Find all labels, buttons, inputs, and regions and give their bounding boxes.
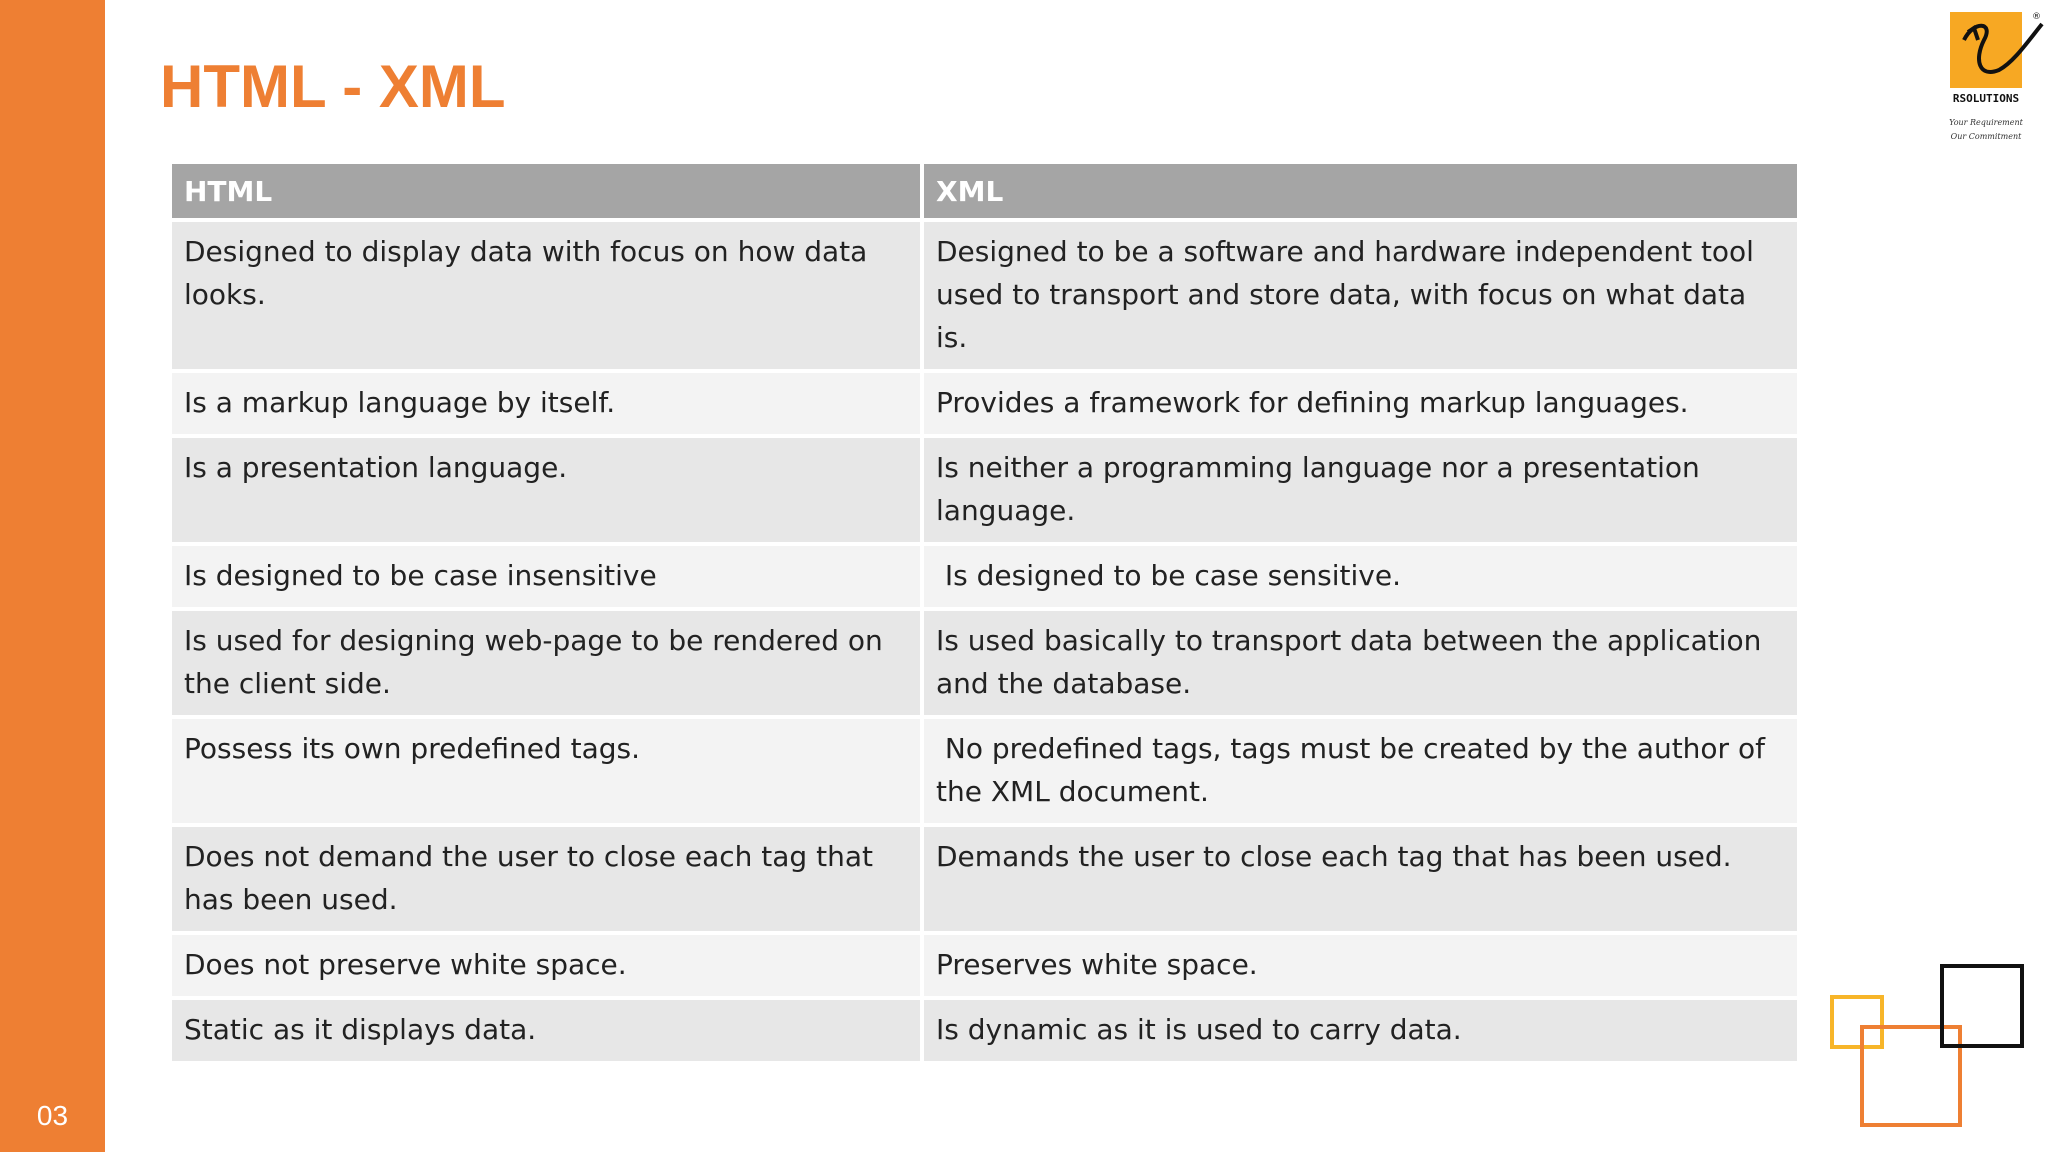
cell-xml: Is designed to be case sensitive. — [924, 546, 1797, 611]
table-row — [172, 546, 1797, 611]
slide-number: 03 — [36, 1100, 69, 1131]
cell-html: Designed to display data with focus on how data looks. — [172, 222, 924, 373]
cell-xml: Provides a framework for defining markup languages. — [924, 373, 1797, 438]
table-row — [172, 373, 1797, 438]
cell-xml: Is dynamic as it is used to carry data. — [924, 1000, 1797, 1065]
table-row — [172, 611, 1797, 719]
cell-html: Static as it displays data. — [172, 1000, 924, 1065]
cell-xml: No predefined tags, tags must be created by the author of the XML document. — [924, 719, 1797, 827]
cell-xml: Designed to be a software and hardware independent tool used to transport and store data, with focus on what data is. — [924, 222, 1797, 373]
table-row — [172, 438, 1797, 546]
table-header-row — [172, 164, 1797, 222]
table-row — [172, 935, 1797, 1000]
slide-title: HTML - XML — [160, 53, 506, 120]
cell-html: Is a presentation language. — [172, 438, 924, 546]
registered-mark: ® — [2032, 12, 2041, 22]
cell-html: Is designed to be case insensitive — [172, 546, 924, 611]
deco-square-orange — [1862, 1027, 1960, 1125]
decorative-squares — [1830, 960, 2030, 1130]
cell-html: Is used for designing web-page to be rendered on the client side. — [172, 611, 924, 719]
cell-html: Possess its own predefined tags. — [172, 719, 924, 827]
table-row — [172, 719, 1797, 827]
logo-square — [1950, 12, 2022, 88]
cell-html: Does not preserve white space. — [172, 935, 924, 1000]
logo-tagline-2: Our Commitment — [1950, 132, 2022, 141]
cell-xml: Demands the user to close each tag that has been used. — [924, 827, 1797, 935]
cell-html: Does not demand the user to close each tag that has been used. — [172, 827, 924, 935]
table-row — [172, 1000, 1797, 1065]
table-row — [172, 222, 1797, 373]
header-xml: XML — [924, 164, 1797, 222]
cell-html: Is a markup language by itself. — [172, 373, 924, 438]
table-row — [172, 827, 1797, 935]
rsolutions-logo — [1944, 10, 2044, 150]
header-html: HTML — [172, 164, 924, 222]
deco-square-yellow — [1832, 997, 1882, 1047]
logo-tagline-1: Your Requirement — [1949, 118, 2023, 127]
cell-xml: Is neither a programming language nor a presentation language. — [924, 438, 1797, 546]
comparison-table — [172, 164, 1797, 1065]
logo-wordmark: RSOLUTIONS — [1952, 92, 2020, 105]
cell-xml: Is used basically to transport data between the application and the database. — [924, 611, 1797, 719]
side-accent-bar — [0, 0, 105, 1152]
deco-square-black — [1942, 966, 2022, 1046]
cell-xml: Preserves white space. — [924, 935, 1797, 1000]
